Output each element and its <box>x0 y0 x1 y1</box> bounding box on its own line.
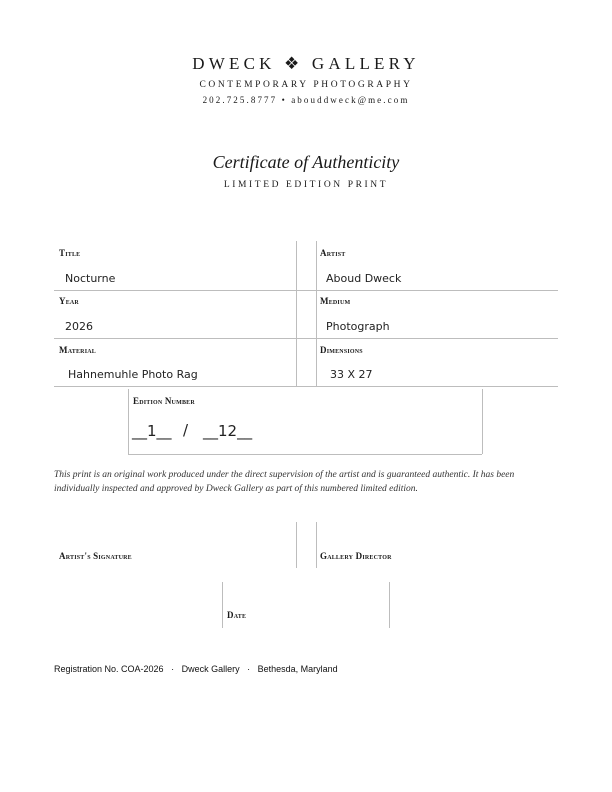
footer-separator: · <box>247 664 251 674</box>
year-value: 2026 <box>65 320 93 333</box>
footer <box>54 664 338 674</box>
certificate-title: Certificate of Authenticity <box>212 152 400 172</box>
edition-number-value: __1__ <box>132 422 172 440</box>
registration-number: Registration No. COA-2026 <box>54 664 164 674</box>
table-divider <box>54 386 558 387</box>
edition-total-value: __12__ <box>203 422 253 440</box>
footer-separator: · <box>171 664 175 674</box>
certificate-subtitle: LIMITED EDITION PRINT <box>223 180 389 190</box>
table-divider <box>54 290 558 291</box>
gallery-name: DWECK ❖ GALLERY <box>192 54 420 73</box>
date-box-border <box>389 582 390 628</box>
edition-box-border <box>128 454 482 455</box>
edition-box-border <box>128 389 129 454</box>
date-label: Date <box>227 610 247 620</box>
artist-label: Artist <box>320 248 346 258</box>
year-label: Year <box>59 296 79 306</box>
edition-box-border <box>482 389 483 454</box>
medium-value: Photograph <box>326 320 390 333</box>
table-divider <box>316 241 317 387</box>
edition-label: Edition Number <box>133 396 195 406</box>
signature-divider <box>296 522 297 568</box>
footer-location: Bethesda, Maryland <box>257 664 338 674</box>
material-value: Hahnemuhle Photo Rag <box>68 368 198 381</box>
gallery-contact: 202.725.8777 • abouddweck@me.com <box>202 95 410 105</box>
table-divider <box>296 241 297 387</box>
gallery-tagline: CONTEMPORARY PHOTOGRAPHY <box>199 80 413 90</box>
artist-signature-label: Artist's Signature <box>59 551 132 561</box>
dimensions-value: 33 X 27 <box>330 368 373 381</box>
title-label: Title <box>59 248 81 258</box>
material-label: Material <box>59 345 96 355</box>
gallery-director-label: Gallery Director <box>320 551 392 561</box>
artist-value: Aboud Dweck <box>326 272 402 285</box>
dimensions-label: Dimensions <box>320 345 363 355</box>
signature-divider <box>316 522 317 568</box>
medium-label: Medium <box>320 296 351 306</box>
edition-separator: / <box>183 421 189 439</box>
footer-gallery: Dweck Gallery <box>181 664 240 674</box>
table-divider <box>54 338 558 339</box>
authenticity-statement: This print is an original work produced under the direct supervision of the artist and is guaranteed authentic. It has been individually inspected and approved by Dweck Gallery as part of this numbered limited edition. <box>54 470 515 494</box>
title-value: Nocturne <box>65 272 116 285</box>
date-box-border <box>222 582 223 628</box>
